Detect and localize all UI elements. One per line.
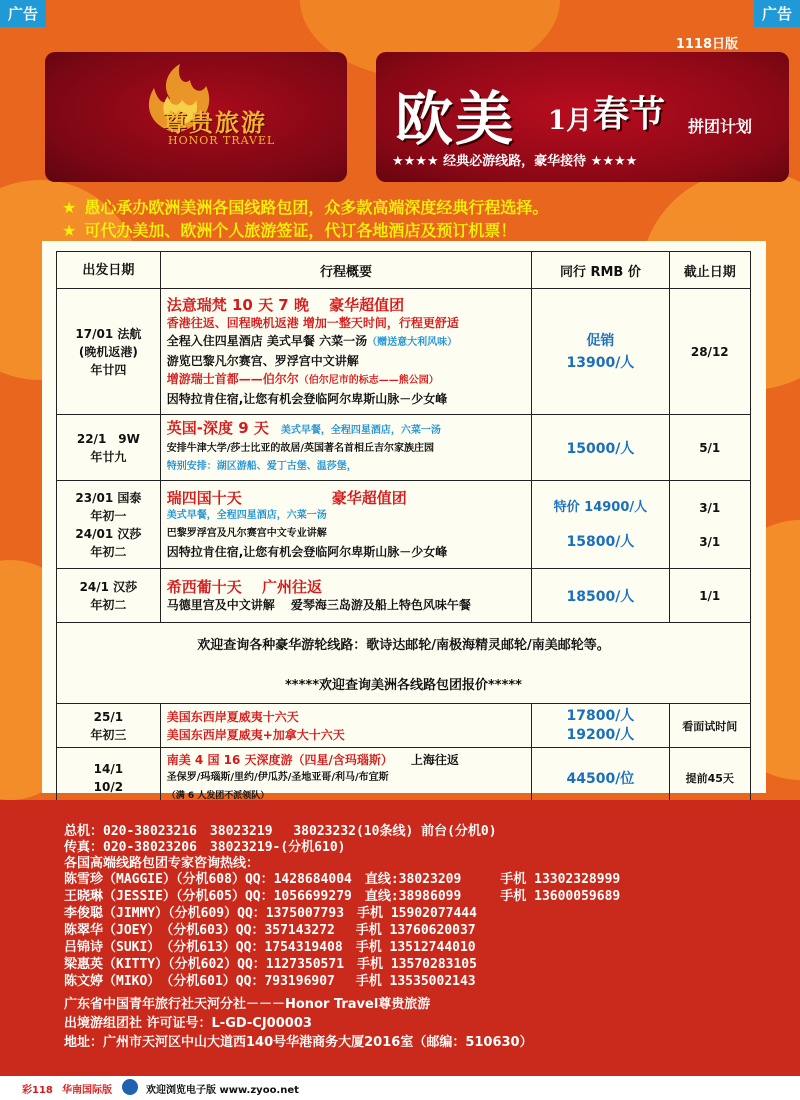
- ad-tag-left: 广告: [0, 0, 46, 27]
- title-main: 欧美: [395, 85, 516, 153]
- staff-contact: 陈翠华（JOEY） （分机603）QQ：357143272 手机 13760620037: [64, 923, 476, 938]
- bottom-bar: [0, 1076, 800, 1100]
- deadline: 28/12: [669, 289, 750, 415]
- staff-contact: 梁惠英（KITTY）（分机602）QQ：1127350571 手机 13570283105: [64, 957, 477, 972]
- slogan-text: 可代办美加、欧洲个人旅游签证，代订各地酒店及预订机票！: [84, 221, 517, 240]
- slogan-1: [62, 195, 548, 218]
- hotline-title: 各国高端线路包团专家咨询热线：: [64, 856, 260, 871]
- date-line: 14/1: [93, 761, 124, 776]
- staff-contact: 王晓琳（JESSIE）（分机605）QQ：1056699279 直线:38986099 手机 13600059689: [64, 889, 621, 904]
- date-line: 23/01 国泰: [75, 490, 142, 505]
- tour-detail: 因特拉肯住宿,让您有机会登临阿尔卑斯山脉－少女峰: [166, 391, 448, 406]
- fax-numbers: 传真：020-38023206 38023219-(分机610): [64, 840, 346, 855]
- deadline: 1/1: [669, 569, 750, 623]
- itinerary-table: [56, 251, 751, 808]
- tour-price: [532, 704, 669, 748]
- departure-date: [57, 704, 161, 748]
- table-row: [57, 289, 751, 415]
- title-subtitle: ★★★★ 经典必游线路，豪华接待 ★★★★: [392, 154, 638, 169]
- notice-row: [57, 623, 751, 664]
- tour-detail: （赠送意大利风味）: [367, 336, 458, 348]
- license-number: 出境游组团社 许可证号：L-GD-CJ00003: [64, 1016, 312, 1031]
- departure-date: [57, 569, 161, 623]
- price-value: 特价 14900/人: [553, 499, 648, 515]
- date-line: 年廿九: [90, 449, 127, 464]
- tour-detail: （满 6 人发团不派领队）: [166, 790, 270, 801]
- price-value: 15800/人: [566, 533, 635, 550]
- table-row: [57, 415, 751, 481]
- date-line: 年廿四: [90, 362, 127, 377]
- tour-detail: 美式早餐，全程四星酒店，六菜一汤: [280, 425, 441, 436]
- tour-price: 15000/人: [532, 415, 669, 481]
- tour-detail: 全程入住四星酒店 美式早餐 六菜一汤: [166, 333, 368, 348]
- deadline-value: 3/1: [699, 534, 721, 549]
- date-line: 10/2: [93, 779, 124, 794]
- col-header-date: 出发日期: [57, 252, 161, 289]
- date-line: 年初三: [90, 727, 127, 742]
- price-label: 促销: [586, 332, 615, 349]
- table-row: [57, 569, 751, 623]
- departure-date: [57, 481, 161, 569]
- company-name: 广东省中国青年旅行社天河分社－－－Honor Travel尊贵旅游: [64, 997, 431, 1012]
- tour-detail: 增游瑞士首都——伯尔尔: [166, 371, 299, 386]
- tour-price: 44500/位: [532, 748, 669, 808]
- tour-detail: 美式早餐，全程四星酒店，六菜一汤: [166, 509, 327, 521]
- departure-date: [57, 289, 161, 415]
- price-value: 17800/人: [566, 707, 635, 724]
- tour-detail: 香港往返、回程晚机返港 增加一整天时间，行程更舒适: [166, 315, 459, 330]
- itinerary-summary: [160, 569, 532, 623]
- america-notice: *****欢迎查询美洲各线路包团报价*****: [57, 663, 751, 704]
- date-line: 25/1: [93, 709, 124, 724]
- tour-detail: 巴黎罗浮宫及凡尔赛宫中文专业讲解: [166, 527, 327, 539]
- company-address: 地址：广州市天河区中山大道西140号华港商务大厦2016室（邮编：510630）: [64, 1035, 533, 1050]
- staff-contact: 李俊聪（JIMMY）（分机609）QQ：1375007793 手机 15902077444: [64, 906, 477, 921]
- deadline-value: 3/1: [699, 500, 721, 515]
- date-line: (晚机返港): [78, 344, 138, 359]
- tour-price: 18500/人: [532, 569, 669, 623]
- page-number: 彩118: [22, 1085, 53, 1096]
- title-month: 1月: [548, 106, 593, 136]
- staff-contact: 吕锦诗（SUKI） （分机613）QQ：1754319408 手机 13512744010: [64, 940, 476, 955]
- notice-row: [57, 663, 751, 704]
- table-row: [57, 481, 751, 569]
- tour-title: 希西葡十天 广州往返: [166, 577, 322, 596]
- logo-chinese-name: 尊贵旅游: [163, 108, 267, 137]
- tour-detail: 安排牛津大学/莎士比亚的故居/英国著名首相丘吉尔家族庄园: [166, 443, 435, 454]
- table-row: [57, 748, 751, 808]
- slogan-2: [62, 218, 516, 241]
- star-icon: ★: [62, 198, 77, 217]
- tour-price: [532, 481, 669, 569]
- col-header-price: 同行 RMB 价: [532, 252, 669, 289]
- tour-detail: （伯尔尼市的标志——熊公园）: [298, 374, 439, 386]
- deadline: [669, 481, 750, 569]
- slogan-text: 愚心承办欧洲美洲各国线路包团，众多款高端深度经典行程选择。: [84, 198, 549, 217]
- tour-detail: 上海往返: [410, 752, 459, 767]
- itinerary-summary: [160, 415, 532, 481]
- tour-title: 美国东西岸夏威夷+加拿大十六天: [166, 727, 345, 742]
- cruise-notice: 欢迎查询各种豪华游轮线路：歌诗达邮轮/南极海精灵邮轮/南美邮轮等。: [57, 623, 751, 664]
- itinerary-summary: [160, 704, 532, 748]
- logo-english-name: HONOR TRAVEL: [168, 134, 276, 147]
- itinerary-summary: [160, 748, 532, 808]
- staff-contact: 陈文婷（MIKO） （分机601）QQ：793196907 手机 13535002143: [64, 974, 476, 989]
- date-line: 年初二: [90, 544, 127, 559]
- departure-date: [57, 415, 161, 481]
- table-header-row: [57, 252, 751, 289]
- date-line: 24/01 汉莎: [75, 526, 142, 541]
- tour-title: 法意瑞梵 10 天 7 晚 豪华超值团: [166, 295, 405, 314]
- col-header-summary: 行程概要: [160, 252, 532, 289]
- deadline: 看面试时间: [669, 704, 750, 748]
- phone-numbers: 总机：020-38023216 38023219 38023232(10条线) 前台(分机0): [64, 824, 497, 839]
- tour-title: 英国-深度 9 天: [166, 419, 269, 437]
- price-value: 19200/人: [566, 726, 635, 743]
- price-value: 13900/人: [566, 354, 635, 371]
- star-icon: ★: [62, 221, 77, 240]
- deadline: 5/1: [669, 415, 750, 481]
- website-link[interactable]: 欢迎浏览电子版 www.zyoo.net: [146, 1085, 299, 1096]
- departure-date: [57, 748, 161, 808]
- publisher-logo-icon: [122, 1079, 138, 1095]
- tour-detail: 特别安排：湖区游船、爱丁古堡、温莎堡，: [166, 461, 357, 472]
- date-line: 年初二: [90, 597, 127, 612]
- itinerary-summary: [160, 481, 532, 569]
- table-row: [57, 704, 751, 748]
- tour-detail: 游览巴黎凡尔赛宫、罗浮宫中文讲解: [166, 353, 359, 368]
- tour-title: 瑞四国十天 豪华超值团: [166, 488, 407, 507]
- tour-detail: 因特拉肯住宿,让您有机会登临阿尔卑斯山脉－少女峰: [166, 544, 448, 559]
- date-line: 24/1 汉莎: [79, 579, 138, 594]
- tour-detail: 马德里宫及中文讲解 爱琴海三岛游及船上特色风味午餐: [166, 597, 471, 612]
- col-header-deadline: 截止日期: [669, 252, 750, 289]
- date-line: 22/1 9W: [76, 431, 140, 446]
- tour-title: 南美 4 国 16 天深度游（四星/含玛瑙斯）: [166, 752, 387, 767]
- itinerary-summary: [160, 289, 532, 415]
- title-plan: 拼团计划: [688, 117, 753, 136]
- ad-tag-right: 广告: [754, 0, 800, 27]
- tour-detail: 圣保罗/玛瑙斯/里约/伊瓜苏/圣地亚哥/利马/布宜斯: [166, 771, 389, 783]
- edition-label: 1118日版: [675, 37, 738, 52]
- staff-contact: 陈雪珍（MAGGIE）（分机608）QQ：1428684004 直线:38023209 手机 13302328999: [64, 872, 621, 887]
- date-line: 17/01 法航: [75, 326, 142, 341]
- tour-price: [532, 289, 669, 415]
- publication-name: 华南国际版: [62, 1085, 112, 1096]
- deadline: 提前45天: [669, 748, 750, 808]
- title-festival: 春节: [593, 93, 666, 135]
- tour-title: 美国东西岸夏威夷十六天: [166, 709, 299, 724]
- date-line: 年初一: [90, 508, 127, 523]
